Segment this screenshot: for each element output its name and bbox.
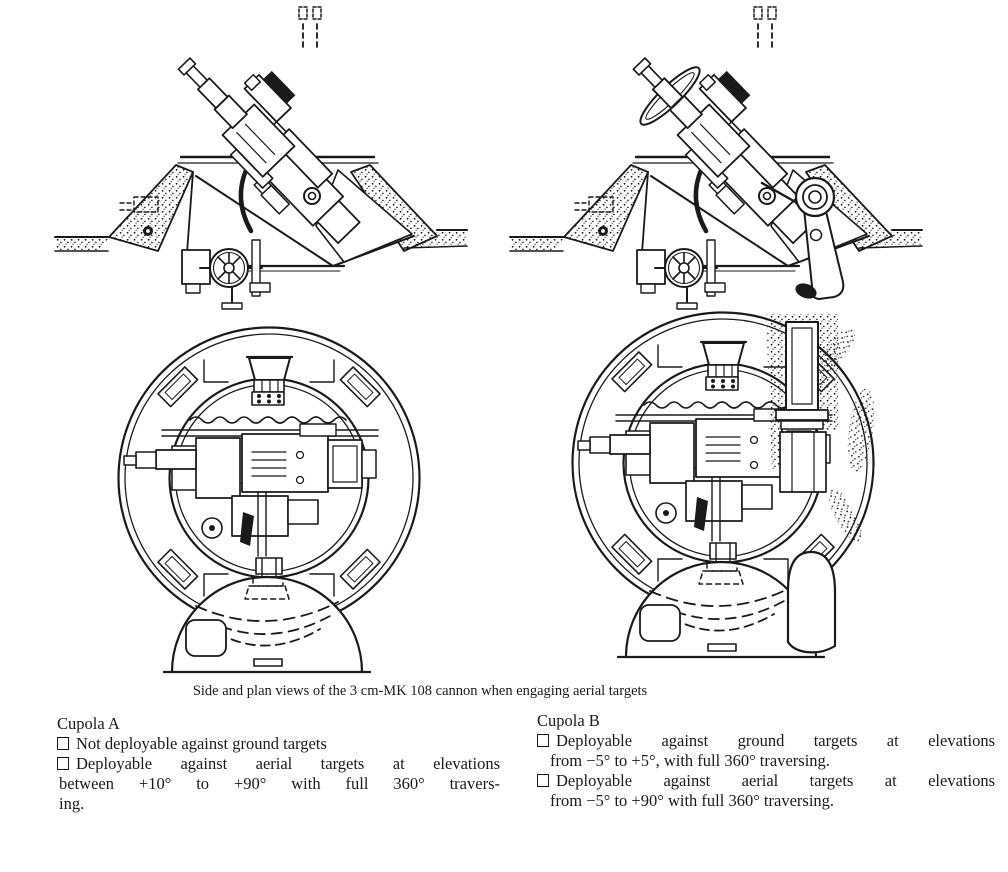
list-item <box>57 754 500 814</box>
checkbox-icon <box>57 737 69 750</box>
checkbox-icon <box>57 757 69 770</box>
cupola-b-notes <box>537 711 995 811</box>
bullet-text: ing. <box>59 794 85 813</box>
list-item <box>537 771 995 811</box>
crank-housing-icon <box>788 552 835 652</box>
checkbox-icon <box>537 774 549 787</box>
mk108-gun-plan-icon <box>124 424 378 556</box>
checkbox-icon <box>537 734 549 747</box>
cupola-a-heading: Cupola A <box>57 714 120 733</box>
canvas-cover-wavy-line <box>190 417 346 423</box>
bullet-text: Deployable against ground targets at elevations <box>556 731 995 750</box>
figure-caption: Side and plan views of the 3 cm-MK 108 cannon when engaging aerial targets <box>192 683 648 699</box>
bullet-text: Deployable against aerial targets at elevations <box>76 754 500 773</box>
bullet-text: Not deployable against ground targets <box>76 734 327 753</box>
list-item <box>537 731 995 771</box>
cupola-a-notes <box>57 714 500 814</box>
cupola-b-heading: Cupola B <box>537 711 600 730</box>
cupola-b-side-view-drawing <box>510 7 922 309</box>
mk108-gun-side-icon <box>158 23 390 258</box>
elevating-column-icon <box>766 314 838 492</box>
bullet-text: from −5° to +5°, with full 360° traversing. <box>550 751 830 770</box>
bullet-text: from −5° to +90° with full 360° traversing. <box>550 791 835 810</box>
list-item <box>57 734 500 754</box>
bullet-text: Deployable against aerial targets at elevations <box>556 771 995 790</box>
elevated-muzzle-phantom-icon <box>299 7 321 48</box>
bullet-text: between +10° to +90° with full 360° travers- <box>59 774 500 793</box>
gunner-dome-icon <box>164 577 370 672</box>
sight-mount-icon <box>247 357 292 405</box>
cupola-a-plan-view-drawing <box>119 328 420 673</box>
cupola-a-side-view-drawing <box>55 7 467 309</box>
